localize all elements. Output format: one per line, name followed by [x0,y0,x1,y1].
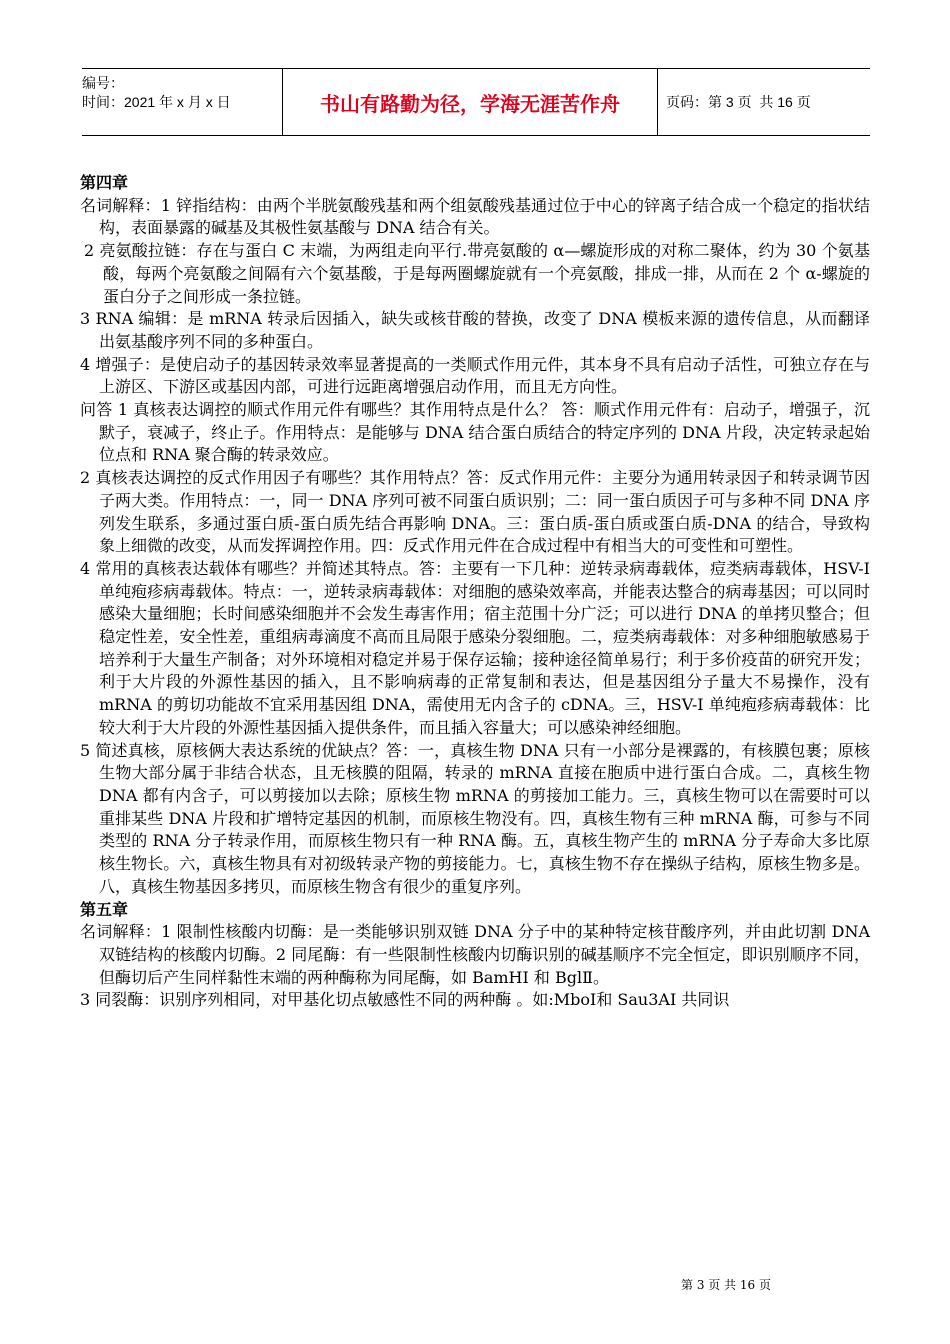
paragraph: 名词解释：1 锌指结构：由两个半胱氨酸残基和两个组氨酸残基通过位于中心的锌离子结合成一个稳定的指状结构，表面暴露的碱基及其极性氨基酸与 DNA 结合有关。 [80,195,870,238]
page-number-label: 页码：第 3 页 共 16 页 [666,94,811,110]
chapter-4-heading: 第四章 [80,173,129,192]
paragraph: 名词解释：1 限制性核酸内切酶：是一类能够识别双链 DNA 分子中的某种特定核苷酸序列，并由此切割 DNA 双链结构的核酸内切酶。2 同尾酶：有一些限制性核酸内切酶识别的碱基顺序不完全恒定，即识别顺序不同，但酶切后产生同样黏性末端的两种酶称为同尾酶，如 BamHI 和 BglⅡ。 [80,922,870,987]
header-motto: 书山有路勤为径，学海无涯苦作舟 [282,69,658,135]
paragraph: 3 RNA 编辑：是 mRNA 转录后因插入，缺失或核苷酸的替换，改变了 DNA 模板来源的遗传信息，从而翻译出氨基酸序列不同的多种蛋白。 [80,309,870,351]
paragraph: 5 简述真核，原核俩大表达系统的优缺点？答：一，真核生物 DNA 只有一小部分是裸露的，有核膜包裹；原核生物大部分属于非结合状态，且无核膜的阻隔，转录的 mRNA 直接在胞质中进行蛋白合成。二，真核生物 DNA 都有内含子，可以剪接加以去除；原核生物 mRNA 的剪接加工能力。三，真核生物可以在需要时可以重排某些 DNA 片段和扩增特定基因的机制，而原核生物没有。四，真核生物有三种 mRNA 酶，可参与不同类型的 RNA 分子转录作用，而原核生物只有一种 RNA 酶。五，真核生物产生的 mRNA 分子寿命大多比原核生物长。六，真核生物具有对初级转录产物的剪接能力。七，真核生物不存在操纵子结构，原核生物多是。八，真核生物基因多拷贝，而原核生物含有很少的重复序列。 [80,740,870,896]
doc-number-label: 编号： [82,75,124,91]
paragraph: 4 常用的真核表达载体有哪些？并简述其特点。答：主要有一下几种：逆转录病毒载体，痘类病毒载体，HSV-I 单纯疱疹病毒载体。特点：一，逆转录病毒载体：对细胞的感染效率高，并能表达整合的病毒基因；可以同时感染大量细胞；长时间感染细胞并不会发生毒害作用；宿主范围十分广泛；可以进行 DNA 的单拷贝整合；但稳定性差，安全性差，重组病毒滴度不高而且局限于感染分裂细胞。二，痘类病毒载体：对多种细胞敏感易于培养利于大量生产制备；对外环境相对稳定并易于保存运输；接种途径简单易行；利于多价疫苗的研究开发；利于大片段的外源性基因的插入，且不影响病毒的正常复制和表达，但是基因组分子量大不易操作，没有 mRNA 的剪切功能故不宜采用基因组 DNA，需使用无内含子的 cDNA。三，HSV-I 单纯疱疹病毒载体：比较大利于大片段的外源性基因插入提供条件，而且插入容量大；可以感染神经细胞。 [80,558,870,737]
document-body [80,172,870,1012]
page-footer: 第 3 页 共 16 页 [681,1278,771,1292]
paragraph: 问答 1 真核表达调控的顺式作用元件有哪些？其作用特点是什么？ 答：顺式作用元件有：启动子，增强子，沉默子，衰减子，终止子。作用特点：是能够与 DNA 结合蛋白质结合的特定序列的 DNA 片段，决定转录起始位点和 RNA 聚合酶的转录效应。 [80,400,870,465]
page-header [82,68,870,136]
chapter-5-heading: 第五章 [80,899,129,919]
paragraph: 4 增强子：是使启动子的基因转录效率显著提高的一类顺式作用元件，其本身不具有启动子活性，可独立存在与上游区、下游区或基因内部，可进行远距离增强启动作用，而且无方向性。 [80,354,870,397]
paragraph: 2 亮氨酸拉链：存在与蛋白 C 末端，为两组走向平行.带亮氨酸的 α—螺旋形成的对称二聚体，约为 30 个氨基酸，每两个亮氨酸之间隔有六个氨基酸，于是每两圈螺旋就有一个亮氨酸，排成一排，从而在 2 个 α-螺旋的蛋白分子之间形成一条拉链。 [84,241,870,306]
header-meta [82,69,282,135]
header-page-info [658,69,811,135]
paragraph: 2 真核表达调控的反式作用因子有哪些？其作用特点？答：反式作用元件：主要分为通用转录因子和转录调节因子两大类。作用特点：一，同一 DNA 序列可被不同蛋白质识别；二：同一蛋白质因子可与多种不同 DNA 序列发生联系，多通过蛋白质-蛋白质先结合再影响 DNA。三：蛋白质-蛋白质或蛋白质-DNA 的结合，导致构象上细微的改变，从而发挥调控作用。四：反式作用元件在合成过程中有相当大的可变性和可塑性。 [80,468,870,556]
doc-date-label: 时间：2021 年 x 月 x 日 [82,94,231,110]
paragraph: 3 同裂酶：识别序列相同，对甲基化切点敏感性不同的两种酶 。如:MboⅠ和 Sau3AI 共同识 [80,990,730,1010]
